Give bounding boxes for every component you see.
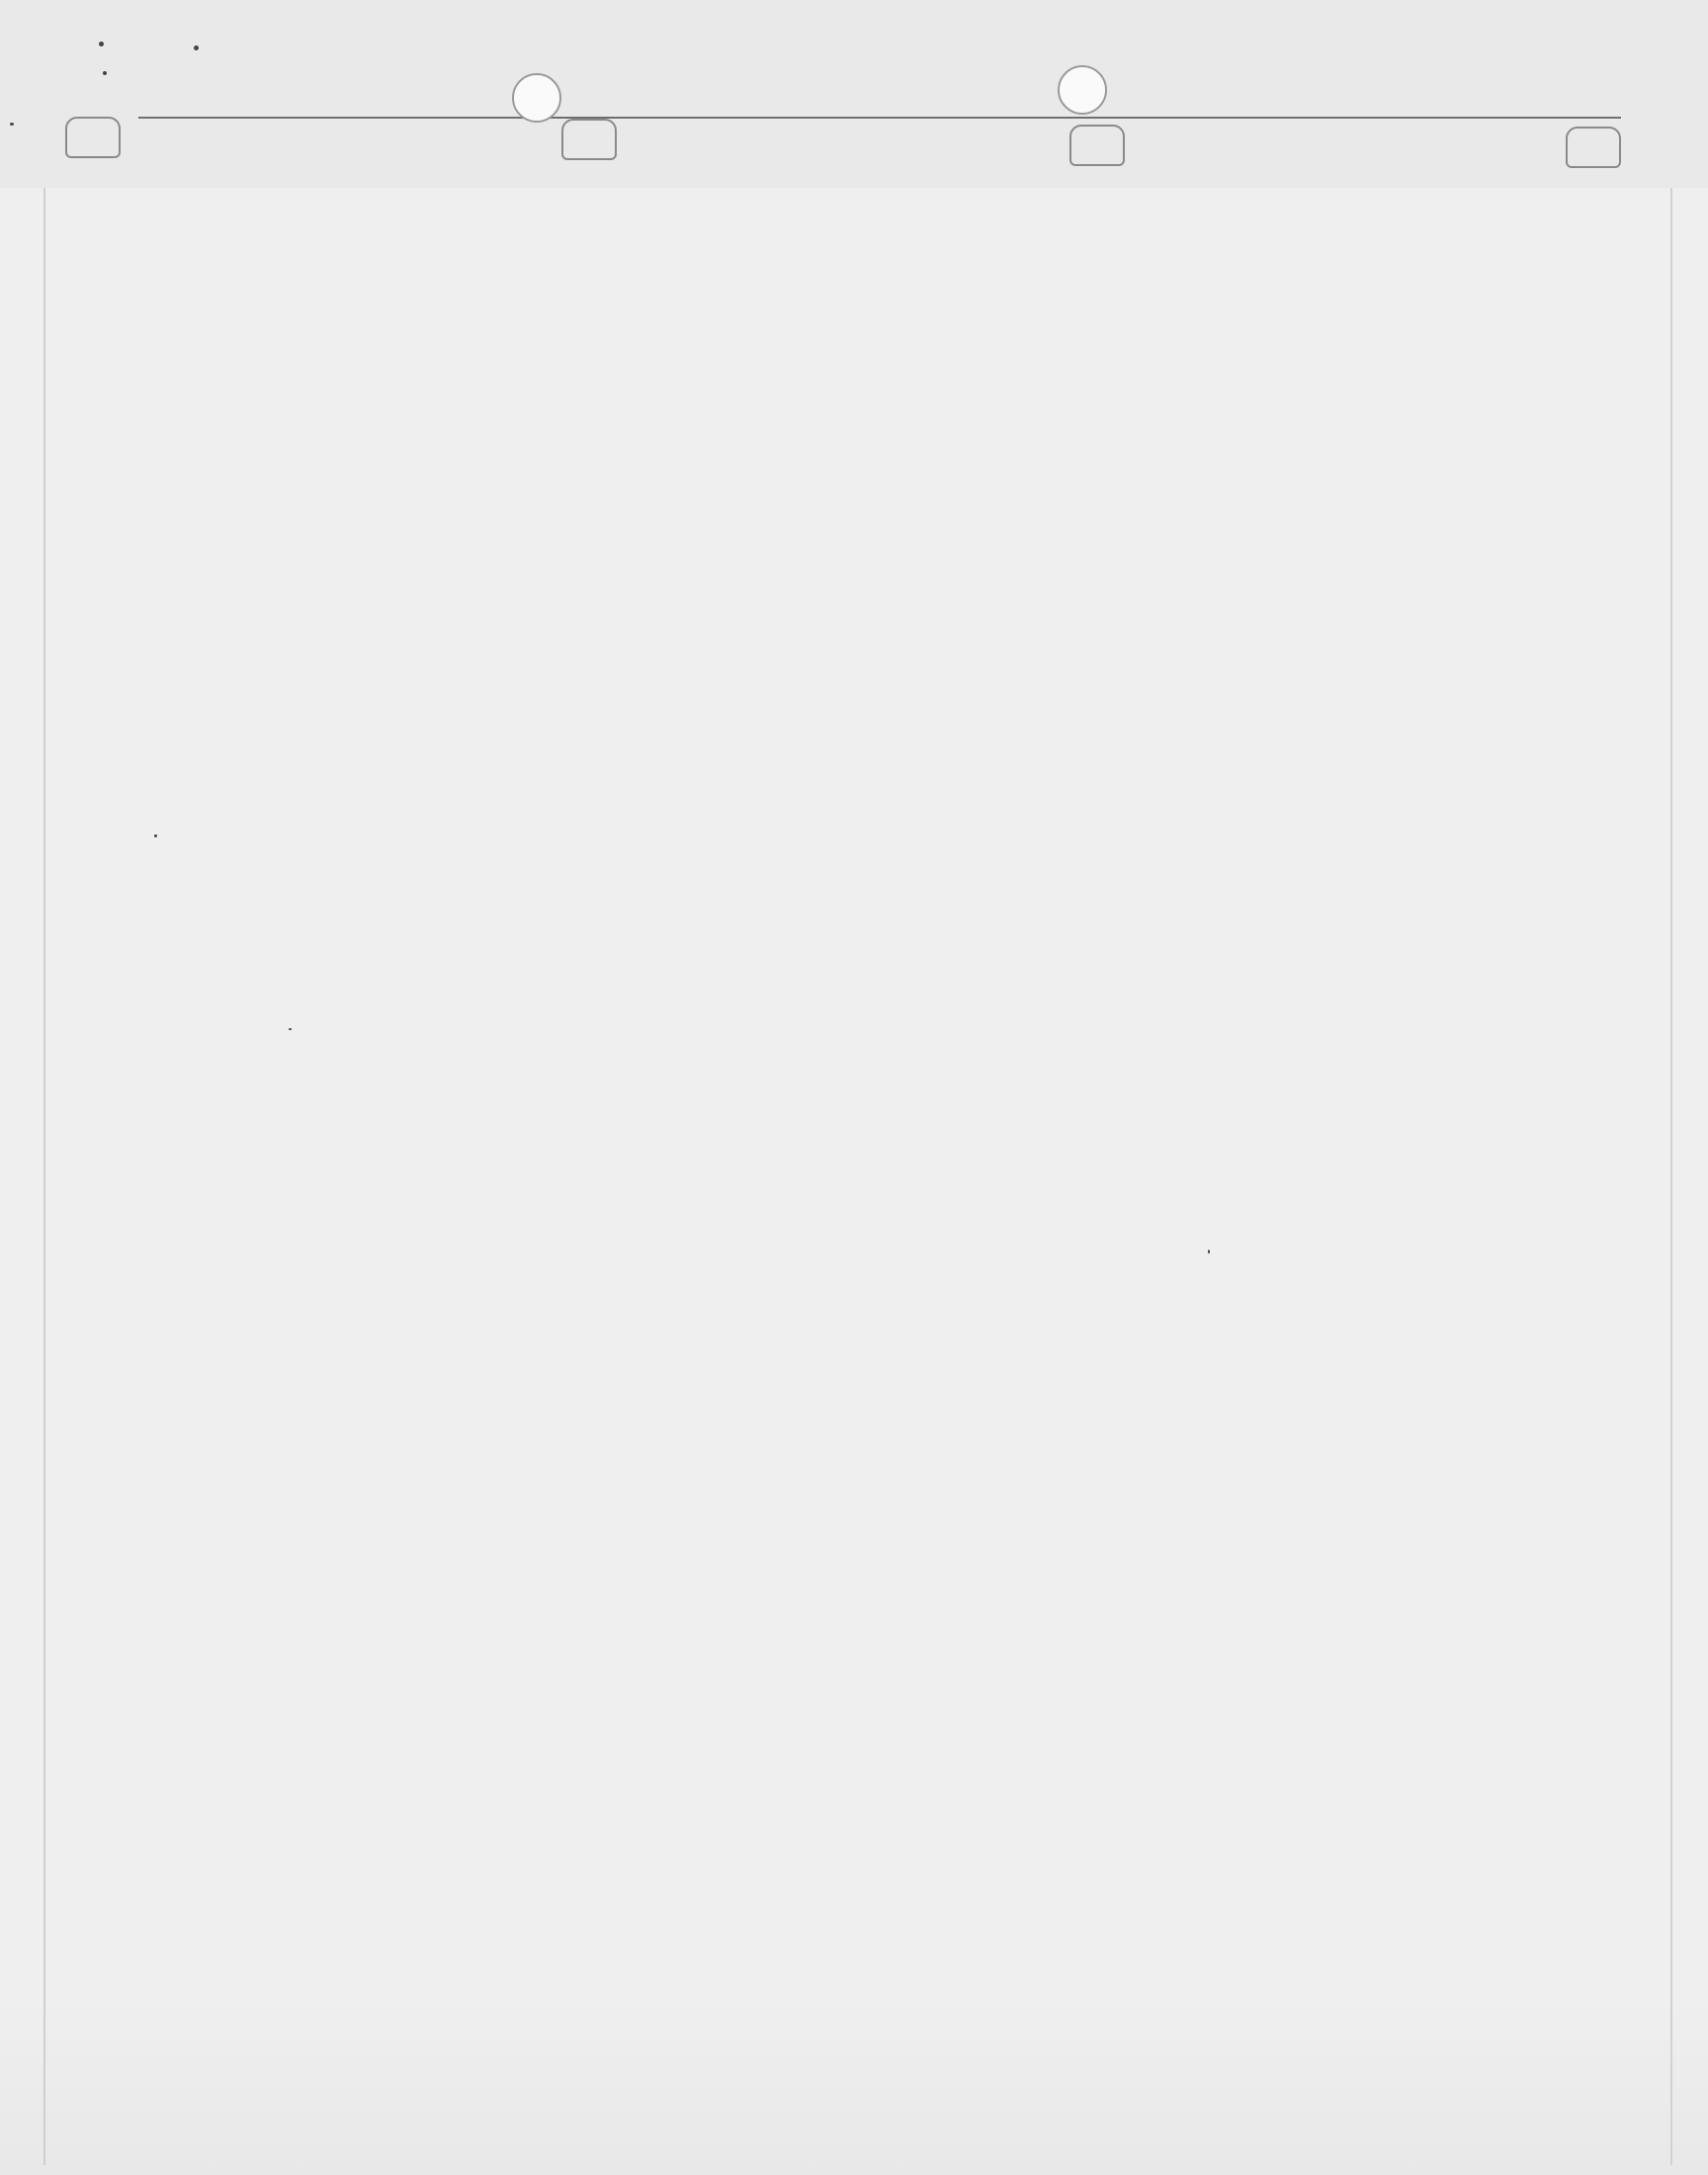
page-header-rule (138, 117, 1621, 119)
xero-copy-stamp (65, 117, 121, 158)
page-header-strip (0, 0, 1708, 188)
xero-copy-stamp (561, 119, 617, 160)
right-page-edge (1670, 188, 1672, 2165)
xero-copy-stamp (1069, 125, 1125, 166)
punch-hole (512, 73, 561, 123)
left-page-edge (43, 188, 45, 2165)
punch-hole (1058, 65, 1107, 115)
xero-copy-stamp (1566, 127, 1621, 168)
